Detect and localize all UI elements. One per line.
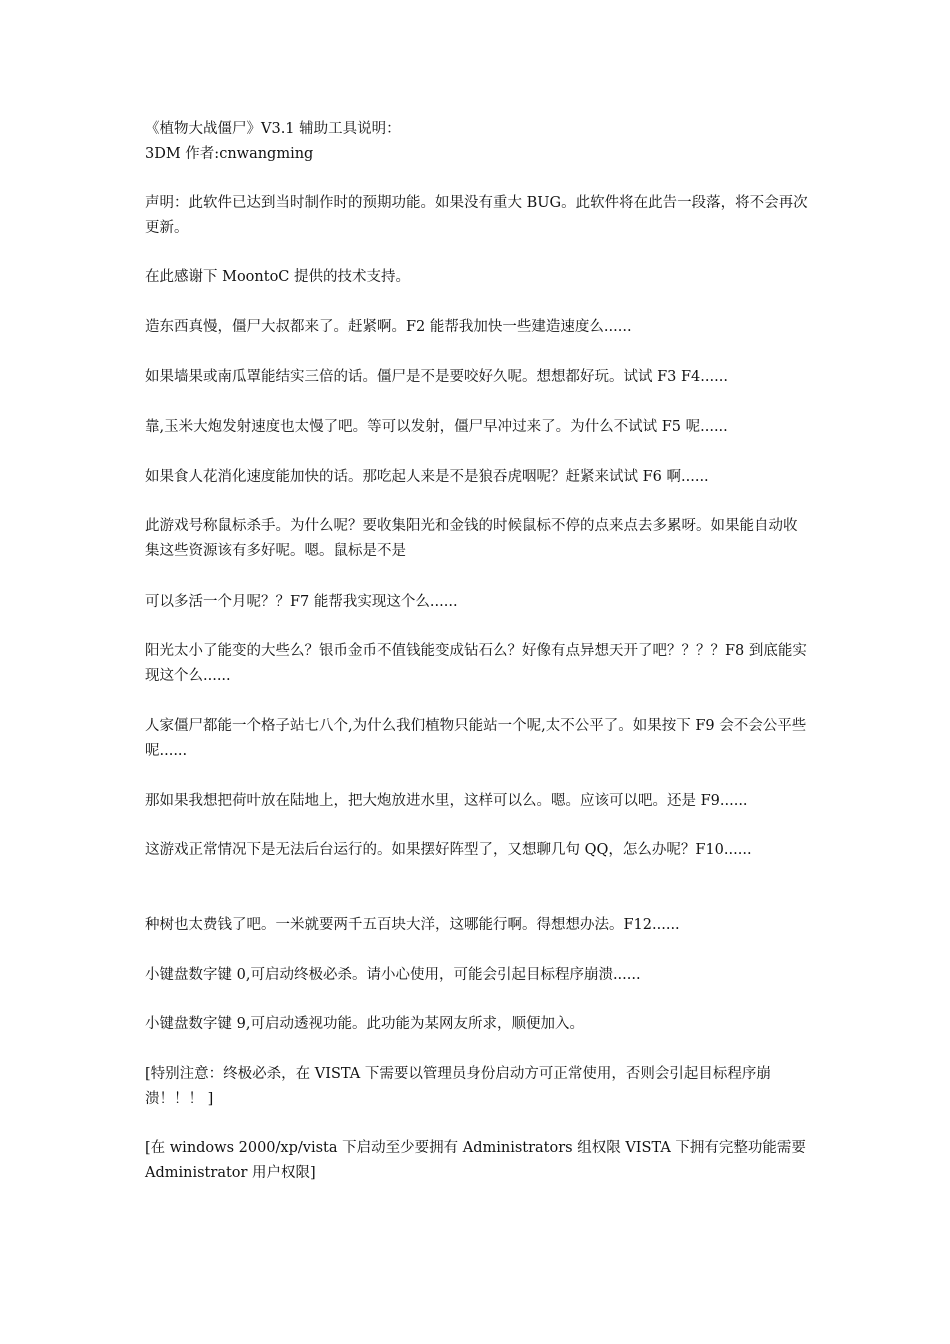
paragraph-numpad-0: 小键盘数字键 0,可启动终极必杀。请小心使用，可能会引起目标程序崩溃...... <box>145 967 641 983</box>
paragraph-permissions: [在 windows 2000/xp/vista 下启动至少要拥有 Administrators 组权限 VISTA 下拥有完整功能需要 Administrator 用户权限] <box>145 1140 806 1181</box>
paragraph-f9-land: 那如果我想把荷叶放在陆地上，把大炮放进水里，这样可以么。嗯。应该可以吧。还是 F9...... <box>145 793 748 809</box>
paragraph-f6: 如果食人花消化速度能加快的话。那吃起人来是不是狼吞虎咽呢？赶紧来试试 F6 啊...... <box>145 469 709 485</box>
paragraph-vista-warning: [特别注意：终极必杀，在 VISTA 下需要以管理员身份启动方可正常使用，否则会引起目标程序崩溃！！！ ] <box>145 1066 771 1107</box>
author-line: 3DM 作者:cnwangming <box>145 146 314 162</box>
paragraph-thanks: 在此感谢下 MoontoC 提供的技术支持。 <box>145 269 411 285</box>
paragraph-f9: 人家僵尸都能一个格子站七八个,为什么我们植物只能站一个呢,太不公平了。如果按下 F9 会不会公平些呢...... <box>145 718 807 759</box>
paragraph-f8: 阳光太小了能变的大些么？银币金币不值钱能变成钻石么？好像有点异想天开了吧？？？？F8 到底能实现这个么...... <box>145 643 807 684</box>
document-title: 《植物大战僵尸》V3.1 辅助工具说明： <box>145 121 401 137</box>
paragraph-f5: 靠,玉米大炮发射速度也太慢了吧。等可以发射，僵尸早冲过来了。为什么不试试 F5 呢...... <box>145 419 728 435</box>
paragraph-disclaimer: 声明：此软件已达到当时制作时的预期功能。如果没有重大 BUG。此软件将在此告一段落，将不会再次更新。 <box>145 195 808 236</box>
paragraph-f10: 这游戏正常情况下是无法后台运行的。如果摆好阵型了，又想聊几句 QQ，怎么办呢？F10...... <box>145 842 752 858</box>
paragraph-mouse: 此游戏号称鼠标杀手。为什么呢？要收集阳光和金钱的时候鼠标不停的点来点去多累呀。如果能自动收集这些资源该有多好呢。嗯。鼠标是不是 <box>145 518 798 559</box>
paragraph-numpad-9: 小键盘数字键 9,可启动透视功能。此功能为某网友所求，顺便加入。 <box>145 1016 584 1032</box>
paragraph-f7: 可以多活一个月呢？？F7 能帮我实现这个么...... <box>145 594 458 610</box>
paragraph-f12: 种树也太费钱了吧。一米就要两千五百块大洋，这哪能行啊。得想想办法。F12...... <box>145 917 680 933</box>
paragraph-f3-f4: 如果墙果或南瓜罩能结实三倍的话。僵尸是不是要咬好久呢。想想都好玩。试试 F3 F4...... <box>145 369 728 385</box>
paragraph-f2: 造东西真慢，僵尸大叔都来了。赶紧啊。F2 能帮我加快一些建造速度么...... <box>145 319 632 335</box>
